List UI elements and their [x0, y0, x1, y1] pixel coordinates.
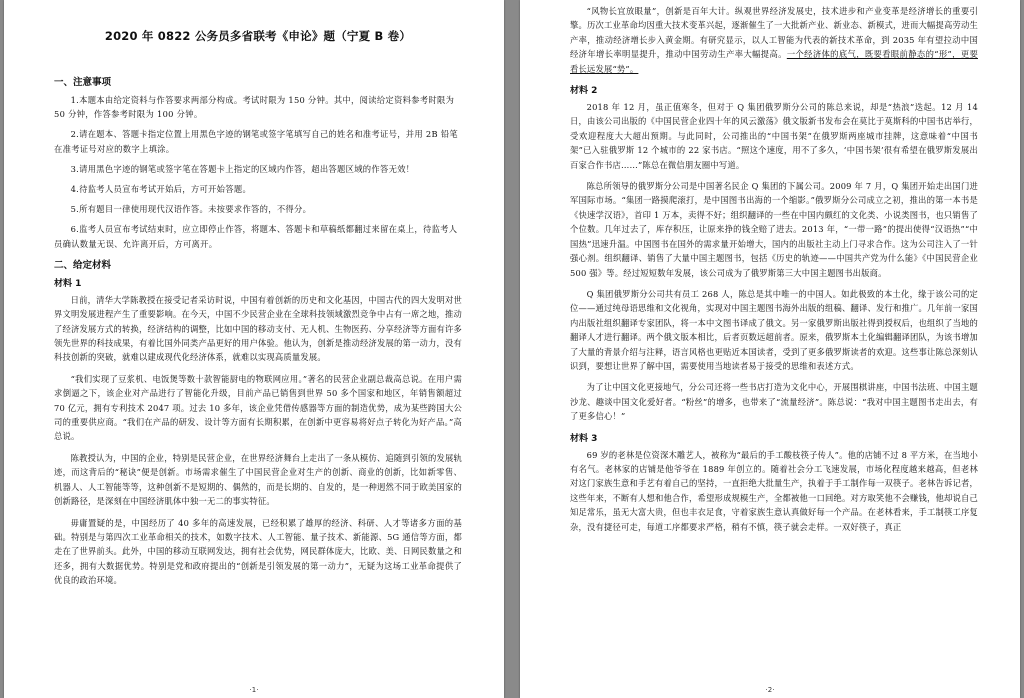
material-paragraph: 69 岁的老林是位资深木雕艺人，被称为“最后的手工酸枝筷子传人”。他的店铺不过 8 平方米，在当地小有名气。老林家的店铺是他爷爷在 1889 年创立的。随着社会分工飞速发展，市场化程度越来越高，但老林对这门家族生意和手艺有着自己的坚持，一直拒绝大批量生产，执着于手工制作每一双筷子。老林告诉记者，这些年来，不断有人想和他合作，希望形成规模生产，全都被他一口回绝。对方取笑他不会赚钱，他却说自己知足常乐，虽无大富大贵，但也丰衣足食，守着家族生意认真做好每一个产品。在老林看来，手工制筷工序复杂，没有捷径可走，每道工序都要求严格，稍有不慎，筷子就会走样。一双好筷子，真正 [570, 449, 978, 532]
material-paragraph: 日前，清华大学陈教授在接受记者采访时说，中国有着创新的历史和文化基因，中国古代的四大发明对世界文明发展进程产生了重要影响。在今天，中国不少民营企业在全球科技领域激烈竞争中占有一席之地，推动了经济发展方式的转换，经济结构的调整，比如中国的移动支付、无人机、生物医药、分享经济等方面有许多领先世界的科技成果，有着比国外同类产品更好的用户体验。他认为，创新是推动经济发展的第一动力，没有科技创新的突破，就难以建成现代化经济体系，就难以实现高质量发展。 [54, 294, 462, 363]
material-paragraph: Q 集团俄罗斯分公司共有员工 268 人，陈总是其中唯一的中国人。如此极致的本土化，缘于该公司的定位——通过纯母语思维和文化视角，实现对中国主题图书海外出版的组稿、翻译、发行和推广。几年前一家国内出版社组织翻译专家团队，将一本中文图书译成了俄文。另一家俄罗斯出版社得到授权后，也组织了当地的翻译人才进行翻译。两个俄文版本相比，后者页数远超前者。原来，俄罗斯本土化编辑翻译团队，为该书增加了大量的背景介绍与注释，语言风格也更贴近本国读者，受到了更多俄罗斯读者的欢迎。这些事让陈总深刻认识到，要想让世界了解中国，需要使用当地读者易于接受的思维和表述方式。 [570, 288, 978, 371]
page-2-content [570, 4, 978, 541]
page-1 [4, 0, 504, 698]
notice-heading: 一、注意事项 [54, 77, 112, 88]
material-paragraph: 陈教授认为，中国的企业，特别是民营企业，在世界经济舞台上走出了一条从模仿、追随到引领的发展轨迹，而这背后的“秘诀”便是创新。市场需求催生了中国民营企业对生产的创新、商业的创新，比如新零售、机器人、人工智能等等，这种创新不是短期的、偶然的，而是长期的、自发的，是一种迥然不同于欧美国家的创新路径，是深刻在中国经济肌体中独一无二的事实特征。 [54, 452, 462, 507]
notice-item: 6.监考人员宣布考试结束时，应立即停止作答，将题本、答题卡和草稿纸都翻过来留在桌上，待监考人员确认数量无误、允许离开后，方可离开。 [54, 224, 458, 249]
underlined-sentence: 一个经济体的底气，既要看眼前静态的“形”，更要看长远发展“势”。 [570, 49, 978, 74]
page-number: ·2· [765, 686, 775, 694]
material-2-label: 材料 2 [570, 86, 598, 97]
document-title: 2020 年 0822 公务员多省联考《申论》题（宁夏 B 卷） [104, 29, 412, 43]
material-1-label: 材料 1 [54, 278, 82, 289]
material-paragraph: 为了让中国文化更接地气，分公司还将一些书店打造为文化中心，开展围棋讲座，中国书法班、中国主题沙龙、趣谈中国文化爱好者。“粉丝”的增多，也带来了“流量经济”。陈总说：“我对中国主题图书走出去，有了更多信心！” [570, 382, 978, 422]
notice-item: 3.请用黑色字迹的钢笔或签字笔在答题卡上指定的区域内作答，超出答题区域的作答无效！ [70, 163, 415, 174]
page-2 [520, 0, 1020, 698]
materials-heading: 二、给定材料 [54, 259, 112, 271]
material-paragraph: 毋庸置疑的是，中国经历了 40 多年的高速发展，已经积累了雄厚的经济、科研、人才等诸多方面的基础。特别是与第四次工业革命相关的技术，如数字技术、人工智能、量子技术、新能源、5G 通信等方面，都走在了世界前头。此外，中国的移动互联网发达，拥有社会优势，网民群体庞大，比欧、美、日网民数量之和还多，拥有大数据优势。特别是党和政府提出的“创新是引领发展的第一动力”，无疑为这场工业革命提供了优良的政治环境。 [54, 517, 462, 586]
material-paragraph: 2018 年 12 月，虽正值寒冬，但对于 Q 集团俄罗斯分公司的陈总来说，却是“热浪”迭起。12 月 14 日，由该公司出版的《中国民营企业四十年的风云激荡》俄文版新书发布会在莫比于莫斯科的中国书店举行，受欢迎程度大大超出预期。与此同时，公司推出的“中国书架”在俄罗斯两座城市挂牌，这意味着“中国书架”已入驻俄罗斯 12 个城市的 22 家书店。“照这个速度，用不了多久，‘中国书架’很有希望在俄罗斯发展出百家合作书店……”陈总在微信朋友圈中写道。 [570, 102, 978, 170]
notice-item: 1.本题本由给定资料与作答要求两部分构成。考试时限为 150 分钟。其中，阅读给定资料参考时限为 50 分钟，作答参考时限为 100 分钟。 [54, 95, 455, 120]
material-paragraph: 陈总所领导的俄罗斯分公司是中国著名民企 Q 集团的下属公司。2009 年 7 月，Q 集团开始走出国门进军国际市场。“集团一路摸爬滚打，是中国图书出海的一个缩影。”俄罗斯分公司成立之初，推出的第一本书是《快速学汉语》，首印 1 万本，卖得不好；组织翻译的一些在中国内颇红的文化类、小说类图书，也只销售了个位数。几年过去了，库存积压，让原来挣的钱全赔了进去。2013 年，“一带一路”的提出使得“汉语热”“中国热”迅速升温。中国图书在国外的需求量开始增大，国内的出版社主动上门寻求合作。这为公司注入了一针强心剂。组织翻译、销售了大量中国主题图书，包括《历史的轨迹——中国共产党为什么能》《中国民营企业 500 强》等。经过短短数年发展，该公司成为了俄罗斯第三大中国主题图书出版商。 [570, 181, 978, 278]
material-paragraph [570, 4, 978, 76]
notice-item: 4.待监考人员宣布考试开始后，方可开始答题。 [70, 184, 252, 195]
continuation-text: “风物长宜放眼量”，创新是百年大计。纵观世界经济发展史，技术进步和产业变革是经济增长的重要引擎。历次工业革命均因重大技术变革兴起，逐渐催生了一大批新产业、新业态、新模式，进而大幅提高劳动生产率，推动经济增长步入黄金期。有研究显示，以人工智能为代表的新技术革命，到 2035 年有望拉动中国经济年增长率明显提升，推动中国劳动生产率大幅提高。 [570, 6, 978, 60]
notice-item: 2.请在题本、答题卡指定位置上用黑色字迹的钢笔或签字笔填写自己的姓名和准考证号，并用 2B 铅笔在准考证号对应的数字上填涂。 [54, 129, 459, 154]
page-1-content [54, 12, 462, 595]
material-3-label: 材料 3 [570, 433, 598, 444]
notice-item: 5.所有题目一律使用现代汉语作答。未按要求作答的，不得分。 [70, 204, 312, 215]
material-paragraph: “我们实现了豆浆机、电饭煲等数十款智能厨电的物联网应用。”著名的民营企业副总裁高总说。在用户需求倒逼之下，该企业对产品进行了智能化升级，目前产品已销售到世界 50 多个国家和地区，年销售额超过 70 亿元，拥有专利技术 2047 项。过去 10 多年，该企业凭借传感器等方面的制造优势，成为某些跨国大公司的重要供应商。“我们在产品的研发、设计等方面有长期积累，在创新中更容易将好点子转化为好产品。”高总说。 [54, 373, 462, 442]
page-number: ·1· [249, 686, 259, 694]
